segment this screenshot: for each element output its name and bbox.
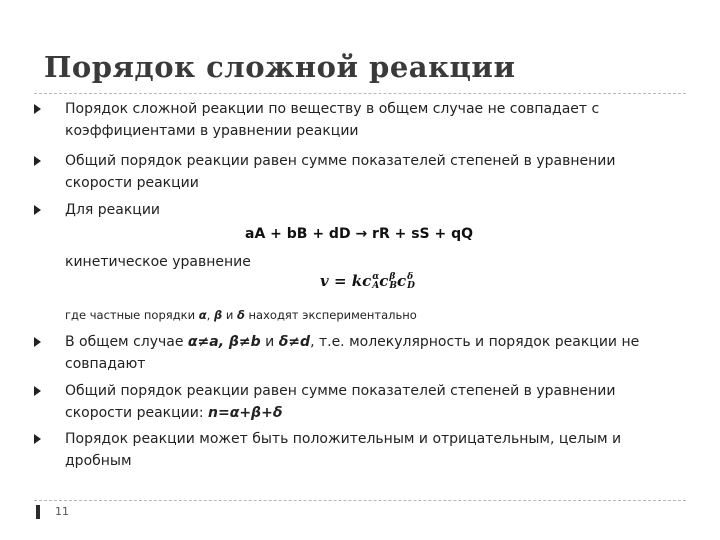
rate-c3: c bbox=[397, 272, 407, 290]
kinetic-equation-label: кинетическое уравнение bbox=[65, 254, 251, 270]
note-post: находят экспериментально bbox=[244, 308, 417, 322]
note-sep1: , bbox=[206, 308, 214, 322]
bullet-5-formula: n=α+β+δ bbox=[208, 405, 283, 421]
bullet-4 bbox=[65, 331, 665, 375]
page-marker bbox=[36, 505, 46, 519]
bullet-5-line-1: Общий порядок реакции равен сумме показателей степеней в уравнении bbox=[65, 383, 616, 399]
bullet-arrow-icon bbox=[34, 205, 41, 215]
rate-sub-b: B bbox=[389, 281, 397, 291]
slide-title: Порядок сложной реакции bbox=[44, 50, 516, 84]
rate-c2: c bbox=[379, 272, 389, 290]
bullet-4-line-1 bbox=[65, 331, 665, 353]
bullet-2-line-2: скорости реакции bbox=[65, 175, 199, 191]
footer-divider bbox=[34, 500, 686, 501]
bullet-5 bbox=[65, 380, 665, 424]
bullet-arrow-icon bbox=[34, 156, 41, 166]
bullet-4-emph2: δ≠d bbox=[278, 334, 311, 350]
rate-sub-d: D bbox=[407, 281, 415, 291]
bullet-4-mid: и bbox=[260, 334, 279, 350]
rate-exp-alpha: α bbox=[372, 272, 380, 282]
rate-lhs: v = kc bbox=[320, 272, 372, 290]
note-delta: δ bbox=[236, 308, 245, 322]
bullet-arrow-icon bbox=[34, 434, 41, 444]
reaction-equation: aA + bB + dD → rR + sS + qQ bbox=[245, 226, 474, 242]
note-alpha: α bbox=[198, 308, 207, 322]
bullet-2-line-1: Общий порядок реакции равен сумме показателей степеней в уравнении bbox=[65, 153, 616, 169]
bullet-6 bbox=[65, 428, 665, 472]
bullet-arrow-icon bbox=[34, 104, 41, 114]
bullet-arrow-icon bbox=[34, 337, 41, 347]
bullet-2 bbox=[65, 150, 665, 194]
bullet-3 bbox=[65, 199, 665, 221]
bullet-arrow-icon bbox=[34, 386, 41, 396]
bullet-5-line-2-pre: скорости реакции: bbox=[65, 405, 209, 421]
bullet-1 bbox=[65, 98, 665, 142]
rate-exp-beta: β bbox=[389, 272, 396, 282]
page-number: 11 bbox=[55, 505, 69, 518]
bullet-4-pre: В общем случае bbox=[65, 334, 188, 350]
bullet-4-emph: α≠a, β≠b bbox=[187, 334, 261, 350]
note-pre: где частные порядки bbox=[65, 308, 199, 322]
bullet-5-line-2 bbox=[65, 402, 665, 424]
bullet-4-post: , т.е. молекулярность и порядок реакции не bbox=[310, 334, 640, 350]
bullet-1-line-2: коэффициентами в уравнении реакции bbox=[65, 123, 359, 139]
bullet-6-line-2: дробным bbox=[65, 453, 132, 469]
title-divider bbox=[34, 93, 686, 94]
note-sep2: и bbox=[222, 308, 237, 322]
bullet-6-line-1: Порядок реакции может быть положительным и отрицательным, целым и bbox=[65, 431, 622, 447]
partial-orders-note bbox=[65, 308, 417, 322]
bullet-4-line-2: совпадают bbox=[65, 356, 146, 372]
note-beta: β bbox=[213, 308, 223, 322]
rate-exp-delta: δ bbox=[407, 272, 414, 282]
rate-sub-a: A bbox=[372, 281, 380, 291]
bullet-1-line-1: Порядок сложной реакции по веществу в общем случае не совпадает с bbox=[65, 101, 600, 117]
bullet-3-line-1: Для реакции bbox=[65, 202, 161, 218]
rate-equation bbox=[320, 272, 415, 291]
